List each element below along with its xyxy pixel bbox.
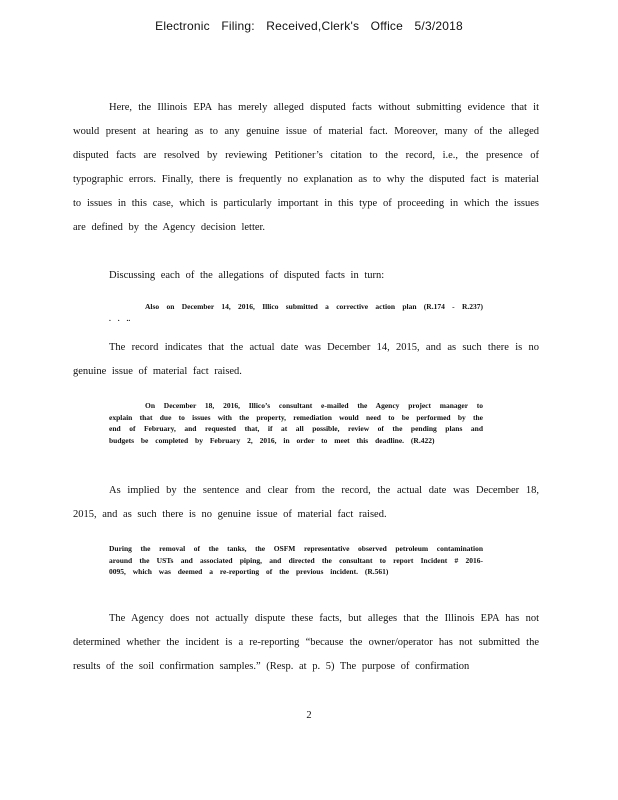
paragraph-december-14-date: The record indicates that the actual date was December 14, 2015, and as such there is no genuine issue of material fact raised. xyxy=(73,342,539,377)
paragraph-agency-dispute: The Agency does not actually dispute these facts, but alleges that the Illinois EPA has not determined whether the incident is a re-reporting “because the owner/operator has not submitted the results of the soil confirmation samples.” (Resp. at p. 5) The purpose of confirmation xyxy=(73,613,539,672)
block-quote-corrective-action-plan: Also on December 14, 2016, Illico submitted a corrective action plan (R.174 - R.237) . . .. xyxy=(109,302,483,323)
block-quote-consultant-email: On December 18, 2016, Illico’s consultant e-mailed the Agency project manager to explain that due to issues with the property, remediation would need to be performed by the end of February, and requested that, if at all possible, review of the pending plans and budgets be completed by February 2, 2016, in order to meet this deadline. (R.422) xyxy=(109,401,483,445)
page-number: 2 xyxy=(306,710,312,721)
paragraph-discussing-allegations: Discussing each of the allegations of disputed facts in turn: xyxy=(109,270,385,281)
paragraph-disputed-facts-intro: Here, the Illinois EPA has merely alleged disputed facts without submitting evidence that it would present at hearing as to any genuine issue of material fact. Moreover, many of the alleged disputed facts are resolved by reviewing Petitioner’s citation to the record, i.e., the presence of typographic errors. Finally, there is frequently no explanation as to why the disputed fact is material to issues in this case, which is particularly important in this type of proceeding in which the issues are defined by the Agency decision letter. xyxy=(73,102,539,233)
block-quote-tank-removal: During the removal of the tanks, the OSFM representative observed petroleum contamination around the USTs and associated piping, and directed the consultant to report Incident # 2016-0095, which was deemed a re-reporting of the previous incident. (R.561) xyxy=(109,544,483,576)
filing-stamp-header: Electronic Filing: Received,Clerk's Office 5/3/2018 xyxy=(155,19,463,33)
paragraph-december-18-date: As implied by the sentence and clear from the record, the actual date was December 18, 2015, and as such there is no genuine issue of material fact raised. xyxy=(73,485,539,520)
